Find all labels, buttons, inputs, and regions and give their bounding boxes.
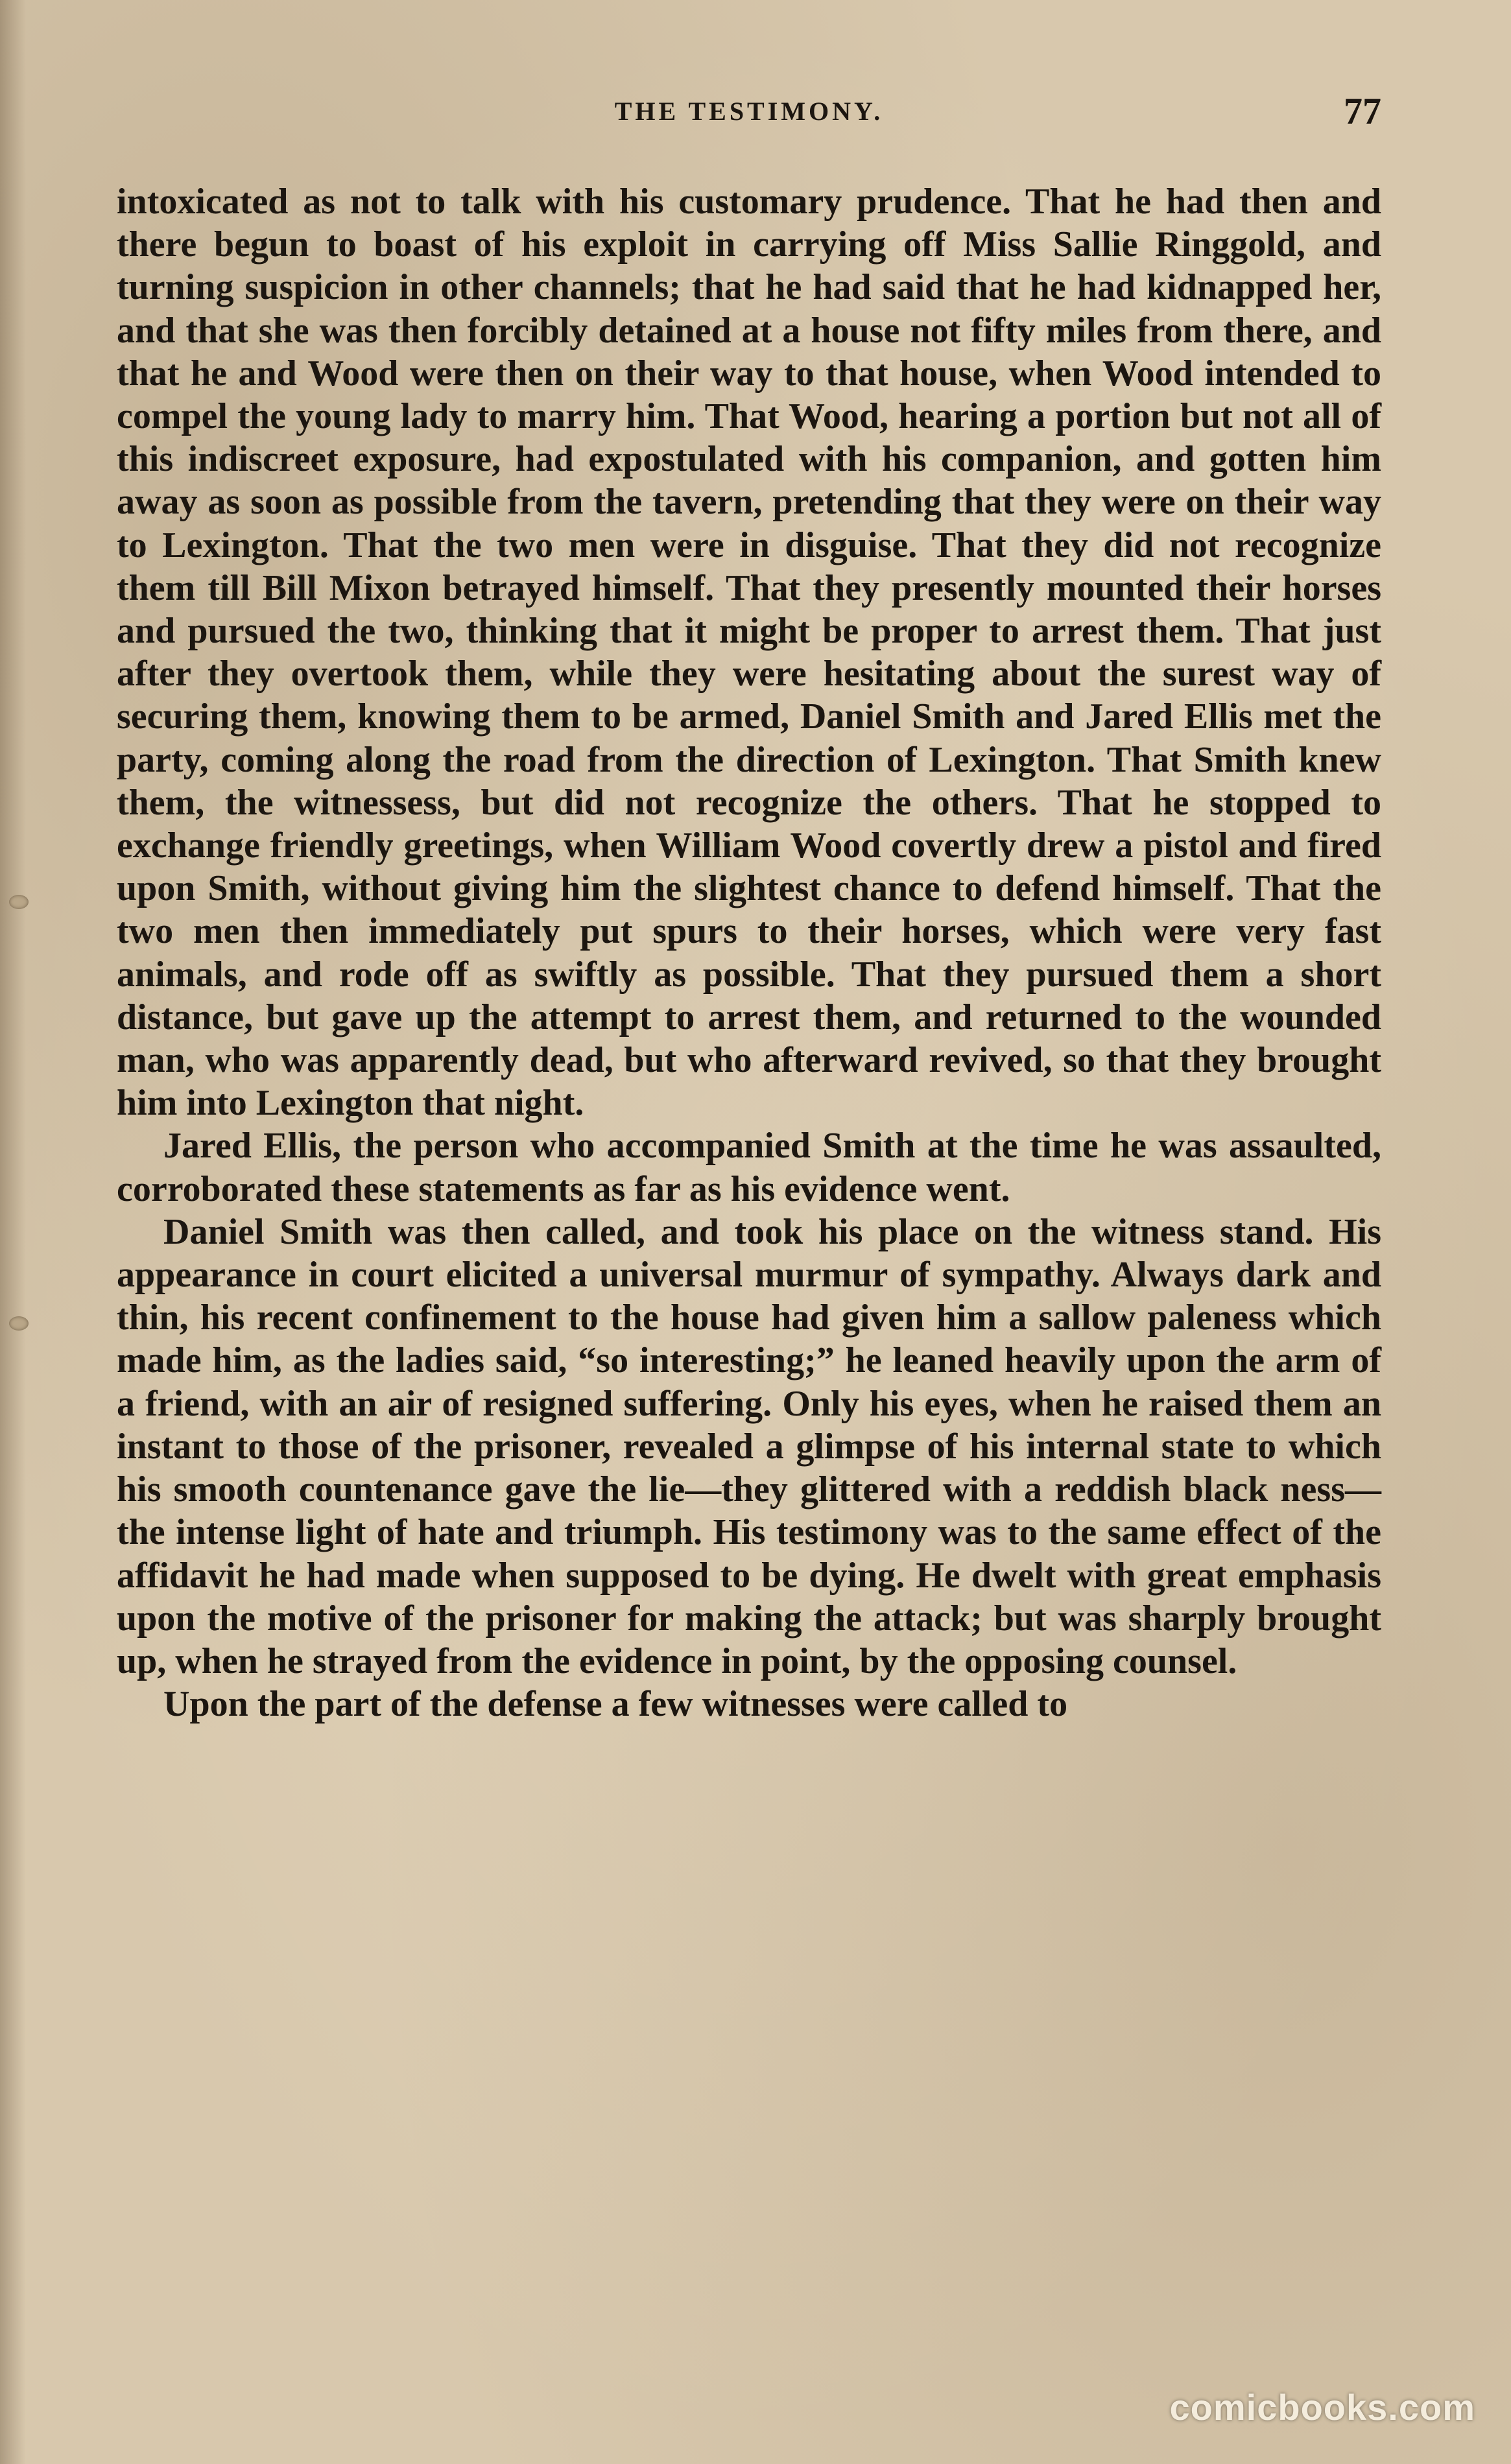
binding-hole <box>9 895 29 909</box>
binding-hole <box>9 1316 29 1331</box>
paragraph-defense: Upon the part of the defense a few witnesses were called to <box>163 1684 1068 1725</box>
running-head: THE TESTIMONY. <box>614 97 884 126</box>
watermark: comicbooks.com <box>1169 2387 1475 2428</box>
paragraph-jared-ellis: Jared Ellis, the person who accompanied Smith at the time he was assaulted, corroborated these statements as far as his evidence went. <box>117 1126 1381 1209</box>
page-edge-shadow <box>0 0 26 2464</box>
paragraph-daniel-smith: Daniel Smith was then called, and took his place on the witness stand. His appearance in court elicited a universal murmur of sympathy. Always dark and thin, his recent confinement to the house had given him a sallow paleness which made him, as the ladies said, “so interesting;” he leaned heavily upon the arm of a friend, with an air of resigned suffering. Only his eyes, when he raised them an instant to those of the prisoner, revealed a glimpse of his internal state to which his smooth countenance gave the lie—they glittered with a reddish black ness—the intense light of hate and triumph. His testimony was to the same effect of the affidavit he had made when supposed to be dying. He dwelt with great emphasis upon the motive of the prisoner for making the attack; but was sharply brought up, when he strayed from the evidence in point, by the opposing counsel. <box>117 1211 1381 1681</box>
body-text <box>117 180 1381 1725</box>
page-header <box>117 89 1381 135</box>
paragraph-continued: intoxicated as not to talk with his customary prudence. That he had then and there begun to boast of his exploit in carrying off Miss Sallie Ringgold, and turning suspicion in other channels; that he had said that he had kidnapped her, and that she was then forcibly detained at a house not fifty miles from there, and that he and Wood were then on their way to that house, when Wood intended to compel the young lady to marry him. That Wood, hearing a portion but not all of this indiscreet exposure, had expostulated with his companion, and gotten him away as soon as possible from the tavern, pretending that they were on their way to Lexington. That the two men were in disguise. That they did not recognize them till Bill Mixon betrayed himself. That they presently mounted their horses and pursued the two, thinking that it might be proper to arrest them. That just after they overtook them, while they were hesitating about the surest way of securing them, knowing them to be armed, Daniel Smith and Jared Ellis met the party, coming along the road from the direction of Lexington. That Smith knew them, the witnessess, but did not recognize the others. That he stopped to exchange friendly greetings, when William Wood covertly drew a pistol and fired upon Smith, without giving him the slightest chance to defend himself. That the two men then immediately put spurs to their horses, which were very fast animals, and rode off as swiftly as possible. That they pursued them a short distance, but gave up the attempt to arrest them, and returned to the wounded man, who was apparently dead, but who afterward revived, so that they brought him into Lexington that night. <box>117 182 1381 1124</box>
page-number: 77 <box>1344 90 1381 132</box>
